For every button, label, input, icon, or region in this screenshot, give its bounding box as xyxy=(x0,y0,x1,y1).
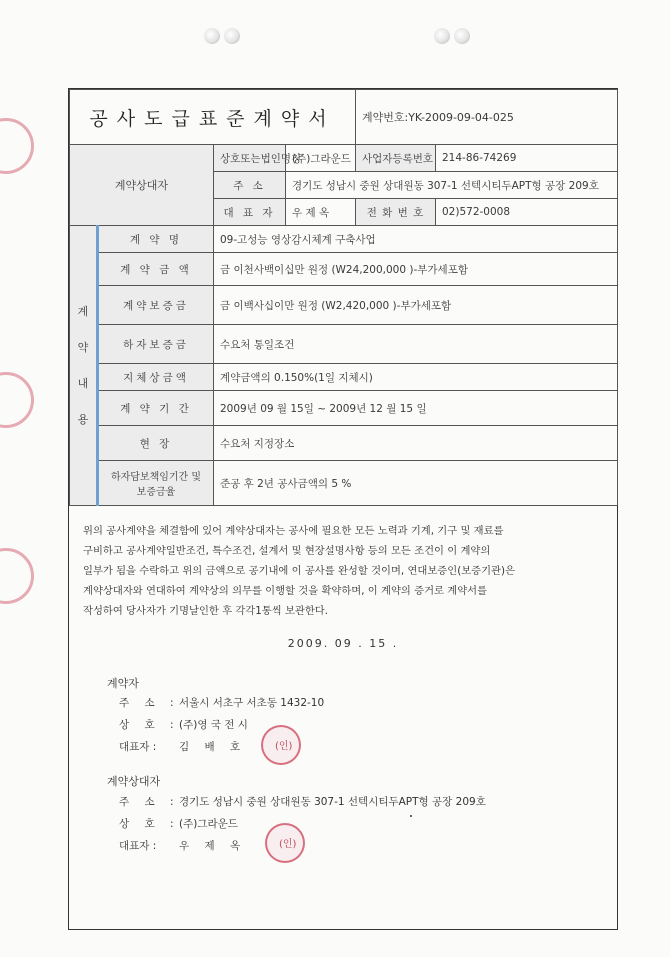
reg-no-label: 사업자등록번호 xyxy=(356,145,436,172)
scan-speck xyxy=(410,815,412,817)
contractor-rep: 김 배 호 xyxy=(179,741,247,753)
contractor-seal xyxy=(261,725,301,765)
counterparty-address-label: 주 소 : xyxy=(119,796,180,808)
rep-value: 우 제 옥 xyxy=(286,199,356,226)
contract-table xyxy=(69,89,618,506)
counterparty-address: 경기도 성남시 중원 상대원동 307-1 선텍시티두APT형 공장 209호 xyxy=(179,796,486,808)
contract-row-value: 금 이백사십이만 원정 (W2,420,000 )-부가세포함 xyxy=(214,286,618,325)
contract-row-label: 현 장 xyxy=(98,426,214,461)
phone-value: 02)572-0008 xyxy=(436,199,618,226)
stamp-edge-bottom xyxy=(0,548,34,604)
phone-label: 전 화 번 호 xyxy=(356,199,436,226)
contractor-address-label: 주 소 : xyxy=(119,697,180,709)
counterparty-rep-row xyxy=(119,838,246,853)
body-line: 작성하여 당사자가 기명날인한 후 각각1통씩 보관한다. xyxy=(83,605,329,617)
document-title: 공사도급표준계약서 xyxy=(70,90,356,145)
counterparty-heading: 계약상대자 xyxy=(107,775,161,788)
contract-section-label: 계약내용 xyxy=(70,226,98,506)
contract-body-text xyxy=(83,521,603,621)
counterparty-address-row xyxy=(119,794,486,809)
counterparty-seal-text: (인) xyxy=(279,839,297,850)
contractor-name-row xyxy=(119,717,248,732)
contract-date: 2009. 09 . 15 . xyxy=(287,637,399,650)
counterparty-name-row xyxy=(119,816,238,831)
contract-row-value: 계약금액의 0.150%(1일 지체시) xyxy=(214,364,618,391)
punch-hole-right-2 xyxy=(454,28,470,44)
contract-row-label: 계 약 금 액 xyxy=(98,253,214,286)
body-line: 일부가 됨을 수락하고 위의 금액으로 공기내에 이 공사를 완성할 것이며, 연대보증인(보증기관)은 xyxy=(83,565,515,577)
counterparty-rep: 우 제 옥 xyxy=(179,840,247,852)
contractor-name: (주)영 국 전 시 xyxy=(179,719,248,731)
contractor-name-label: 상 호 : xyxy=(119,719,180,731)
contract-row-value: 2009년 09 월 15일 ~ 2009년 12 월 15 일 xyxy=(214,391,618,426)
body-line: 계약상대자와 연대하여 계약상의 의무를 이행할 것을 확약하며, 이 계약의 증거로 계약서를 xyxy=(83,585,488,597)
stamp-edge-middle xyxy=(0,372,34,428)
stamp-edge-top xyxy=(0,118,34,174)
contract-row-value: 준공 후 2년 공사금액의 5 % xyxy=(214,461,618,506)
body-line: 구비하고 공사계약일반조건, 특수조건, 설계서 및 현장설명사항 등의 모든 조건이 이 계약의 xyxy=(83,545,491,557)
reg-no-value: 214-86-74269 xyxy=(436,145,618,172)
contract-row-value: 수요처 지정장소 xyxy=(214,426,618,461)
rep-label: 대 표 자 xyxy=(214,199,286,226)
contract-number: 계약번호:YK-2009-09-04-025 xyxy=(356,90,618,145)
punch-hole-left-2 xyxy=(224,28,240,44)
contractor-rep-label: 대표자 : xyxy=(119,741,157,753)
contract-row-label: 계약보증금 xyxy=(98,286,214,325)
contract-row-label: 계 약 명 xyxy=(98,226,214,253)
business-name-value: (주)그라운드 xyxy=(286,145,356,172)
body-line: 위의 공사계약을 체결함에 있어 계약상대자는 공사에 필요한 모든 노력과 기계, 기구 및 재료를 xyxy=(83,525,504,537)
contractor-heading: 계약자 xyxy=(107,677,139,690)
address-value: 경기도 성남시 중원 상대원동 307-1 선텍시티두APT형 공장 209호 xyxy=(286,172,618,199)
counterparty-rep-label: 대표자 : xyxy=(119,840,157,852)
contract-row-label: 하자보증금 xyxy=(98,325,214,364)
contractor-address: 서울시 서초구 서초동 1432-10 xyxy=(179,697,325,709)
business-name-label: 상호또는법인명칭 xyxy=(214,145,286,172)
address-label: 주 소 xyxy=(214,172,286,199)
punch-hole-left-1 xyxy=(204,28,220,44)
counterparty-section-label: 계약상대자 xyxy=(70,145,214,226)
contract-row-label: 하자담보책임기간 및 보증금율 xyxy=(98,461,214,506)
counterparty-name: (주)그라운드 xyxy=(179,818,238,830)
contractor-rep-row xyxy=(119,739,246,754)
contractor-seal-text: (인) xyxy=(275,741,293,752)
contract-row-value: 09-고성능 영상감시체계 구축사업 xyxy=(214,226,618,253)
contract-row-label: 지체상금액 xyxy=(98,364,214,391)
contract-document xyxy=(68,88,618,930)
punch-hole-right-1 xyxy=(434,28,450,44)
counterparty-name-label: 상 호 : xyxy=(119,818,180,830)
counterparty-seal xyxy=(265,823,305,863)
contract-row-value: 수요처 통일조건 xyxy=(214,325,618,364)
contract-row-label: 계 약 기 간 xyxy=(98,391,214,426)
contract-row-value: 금 이천사백이십만 원정 (W24,200,000 )-부가세포함 xyxy=(214,253,618,286)
contractor-address-row xyxy=(119,695,324,710)
